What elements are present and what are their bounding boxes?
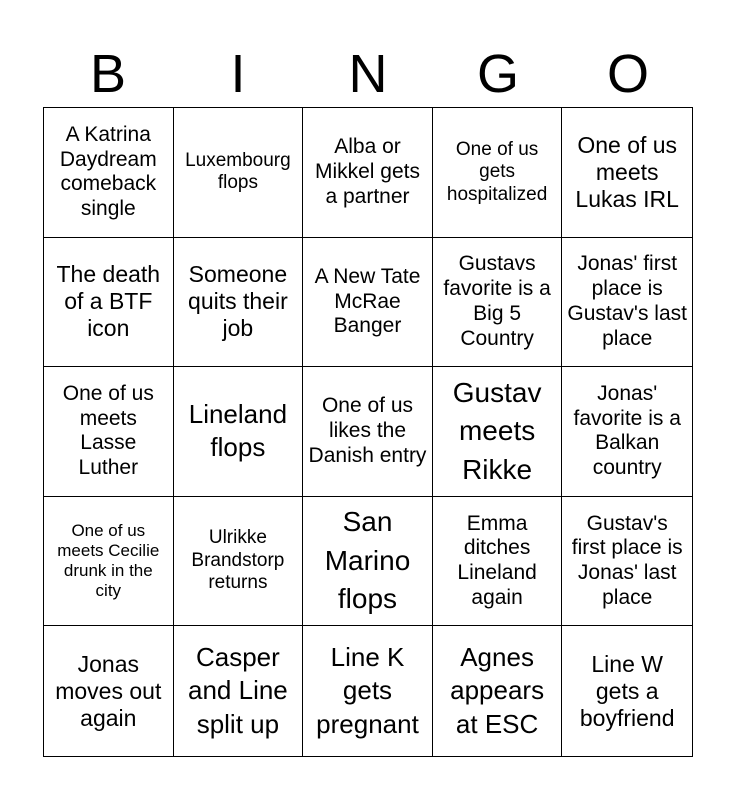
header-letter-b: B [89, 44, 127, 104]
bingo-cell-text: Alba or Mikkel gets a partner [314, 135, 420, 208]
bingo-cell[interactable] [433, 367, 563, 497]
bingo-cell-text: Jonas' first place is Gustav's last place [567, 252, 687, 350]
bingo-cell-text: The death of a BTF icon [56, 261, 161, 342]
header-letter-g: G [476, 44, 519, 104]
bingo-cell[interactable] [303, 497, 433, 627]
bingo-cell[interactable] [562, 108, 692, 238]
bingo-cell-text: San Marino flops [324, 506, 411, 615]
bingo-cell-text: A New Tate McRae Banger [314, 264, 421, 338]
bingo-cell[interactable] [174, 238, 304, 368]
bingo-cell-text: One of us likes the Danish entry [308, 394, 427, 467]
bingo-cell[interactable] [562, 497, 692, 627]
bingo-cell-text: Luxembourg flops [185, 149, 291, 194]
bingo-cell[interactable] [562, 238, 692, 368]
bingo-cell[interactable] [303, 367, 433, 497]
bingo-cell-text: Jonas' favorite is a Balkan country [573, 381, 681, 480]
header-letter-o: O [606, 44, 649, 104]
header-letter-i: I [230, 44, 246, 104]
bingo-cell[interactable] [44, 626, 174, 756]
bingo-cell[interactable] [303, 238, 433, 368]
bingo-cell[interactable] [303, 626, 433, 756]
bingo-header [43, 40, 693, 108]
bingo-cell[interactable] [174, 626, 304, 756]
bingo-cell-text: Ulrikke Brandstorp returns [191, 527, 285, 594]
bingo-cell-text: Line K gets pregnant [316, 641, 419, 740]
bingo-cell-text: Gustavs favorite is a Big 5 Country [443, 252, 551, 350]
bingo-cell-text: A Katrina Daydream comeback single [59, 122, 157, 221]
bingo-cell[interactable] [303, 108, 433, 238]
bingo-cell-text: Line W gets a boyfriend [579, 650, 675, 731]
bingo-cell-text: Emma ditches Lineland again [457, 511, 537, 609]
bingo-cell-text: Agnes appears at ESC [450, 641, 545, 740]
bingo-cell[interactable] [44, 497, 174, 627]
bingo-cell[interactable] [433, 626, 563, 756]
bingo-cell-text: One of us meets Lukas IRL [575, 131, 679, 212]
bingo-cell[interactable] [433, 108, 563, 238]
bingo-cell[interactable] [174, 108, 304, 238]
bingo-cell[interactable] [174, 367, 304, 497]
bingo-cell[interactable] [562, 367, 692, 497]
bingo-cell-text: Gustav's first place is Jonas' last place [571, 511, 683, 609]
bingo-cell[interactable] [174, 497, 304, 627]
bingo-cell[interactable] [433, 238, 563, 368]
bingo-cell-text: Jonas moves out again [55, 650, 162, 731]
bingo-cell[interactable] [44, 238, 174, 368]
header-letter-n: N [348, 44, 388, 104]
bingo-board [43, 107, 693, 757]
bingo-cell-text: One of us gets hospitalized [446, 138, 548, 205]
bingo-cell-text: One of us meets Lasse Luther [62, 381, 154, 480]
bingo-cell[interactable] [44, 367, 174, 497]
bingo-cell-text: Someone quits their job [188, 261, 288, 342]
bingo-cell-text: Gustav meets Rikke [452, 376, 542, 485]
bingo-cell-text: One of us meets Cecilie drunk in the city [57, 521, 160, 601]
bingo-cell-text: Lineland flops [188, 398, 288, 463]
bingo-cell-text: Casper and Line split up [188, 641, 288, 740]
bingo-cell[interactable] [562, 626, 692, 756]
bingo-cell[interactable] [44, 108, 174, 238]
bingo-cell[interactable] [433, 497, 563, 627]
